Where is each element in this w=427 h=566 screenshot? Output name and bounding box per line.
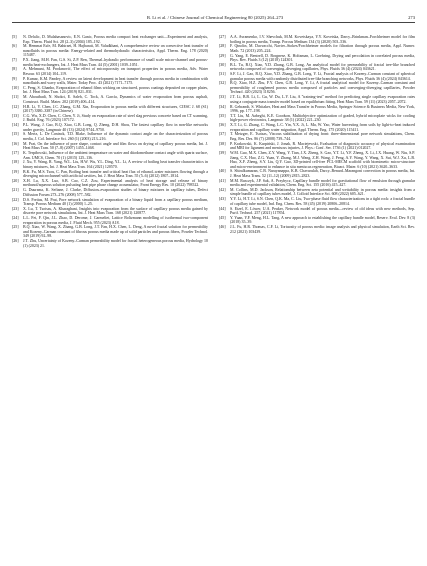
reference-text: K. Terpiłowski, Influence of the ambient temperature on water and diiodomethane contact angle with quartz surface, Ann. UMCS, Chem. 70 (1) (2015) 125–136. bbox=[23, 150, 208, 160]
reference-number: [19] bbox=[12, 168, 19, 174]
reference-text: P.X. Jiang, M.H. Fan, G.S. Si, Z.P. Ren, Thermal–hydraulic performance of small scale micro-channel and porous-media heat-exchangers, Int. J. Heat Mass Tran. 44 (5) (2001) 1039–1051. bbox=[23, 57, 208, 67]
reference-number: [32] bbox=[219, 80, 226, 86]
page-number: 273 bbox=[408, 15, 415, 20]
reference-text: P.L. Wang, J. Gao, B.Q. Xiao, G.B. Long, Q. Zheng, D.H. Shou, The fastest capillary flow in non-like networks under gravity, Langmuir 40 (13) (2024) 9744–9750. bbox=[23, 122, 208, 132]
reference-text: J.L. Fu, H.R. Thomas, C.F. Li, Tortuosity of porous media: image analysis and physical simulation, Earth Sci. Rev. 212 (2021) 103439. bbox=[230, 224, 415, 234]
reference-item bbox=[12, 188, 208, 197]
reference-text: B.L. Tu, B.Q. Xiao, Y.D. Zhang, G.B. Long, An analytical model for permeability of fractal tree-like branched networks composed of converging–diverging capillaries, Phys. Fluids 36 (4) (2024) 043621. bbox=[230, 61, 415, 72]
reference-number: [23] bbox=[12, 205, 19, 211]
reference-text: A. Mehmani, M. Prodanović, The effect of microporosity on transport properties in porous media, Adv. Water Resour. 63 (2014) 104–119. bbox=[23, 66, 208, 76]
reference-text: N. Delalic, D. Mulahasanovic, E.N. Ganic, Porous media compact heat exchanger unit—Experiment and analysis, Exp. Therm. Fluid Sci. 28 (2–3) (2004) 185–192. bbox=[23, 34, 208, 44]
reference-number: [21] bbox=[12, 187, 19, 193]
reference-text: J.T. Li, B.B. Li, L. Gu, W. Du, L.Y. Liu, A "training-test" method for predicting single capillary evaporation rates using a conjugate mass transfer model based on equilibrium fitting, Heat Mass Tran. 59 (11) (2023) 2057–2072. bbox=[230, 94, 415, 104]
reference-text: X.H. Lu, X.X. Luo, S.B. Cao, C.Z. Zou, Experimental analysis of heat storage and release of binary methanol/aqueous solution pulsating heat pipe phase change accumulator, Front Energy Res. 10 (2022) 798522. bbox=[23, 177, 208, 188]
header-rule bbox=[12, 22, 415, 23]
reference-text: M. Hemmat Esfe, M. Bahiraei, H. Hajbarati, M. Valadkhani, A comprehensive review on convective heat transfer of nanofluids in porous media: Energy-related and thermohydraulic characteristics, Appl. Therm. Eng. 178 (2020) 115487. bbox=[23, 43, 208, 58]
reference-text: B.Q. Xiao, H.Z. Zhu, F.Y. Chen, G.B. Long, Y. Li, A fractal analytical model for Kozeny–Carman constant and permeability of roughened porous media composed of particles and converging-diverging capillaries, Powder Technol. 420 (2023) 118256. bbox=[230, 80, 415, 95]
reference-text: M. Collins, M.D. Jackson, Relationship between zeta potential and wettability in porous media: insights from a simple bundle of capillary tubes model, J. Colloid Interface Sci. 608 (2022) 605–621. bbox=[230, 186, 415, 197]
reference-text: W.M. Guo, M.X. Chen, Z.Y. Wang, Y. Tian, J.X. Zheng, S. Gao, Y.T. Li, Y.F. Zheng, X. Li, J.X. Huang, W. Niu, S.P. Jiang, C.X. Hao, Z.G. Yuan, Y. Zhang, M.J. Wang, Z.H. Wang, J. Peng, A.Y. Wang, Y. Wang, X. Sui, W.J. Xu, L.B. Hao, X.F. Zheng, S.Y. Liu, Q.Y. Guo, 3D-printed cell-free PCL-MECM scaffold with biomimetic micro-structure and micro-environment to enhance in situ meniscus regeneration, Bioact. Mater. 6 (10) (2021) 3620–3633. bbox=[230, 150, 415, 169]
reference-item bbox=[12, 44, 208, 58]
reference-number: [13] bbox=[12, 112, 19, 118]
reference-text: S. Mertz, L. De Coninck, T.D. Blake, Influence of the dynamic contact angle on the characterization of porous media, J. Col. Interface Sci. 260 (1) (2003) 213–216. bbox=[23, 131, 208, 141]
reference-number: [44] bbox=[219, 205, 226, 211]
reference-text: H.R. Li, Y. Chen, J.C. Zhang, G.M. Xin, Evaporation in porous media with different structures, CIESC J. 68 (S1) (2017) 3380–3387 (in Chinese). bbox=[23, 103, 208, 114]
reference-number: [29] bbox=[219, 52, 226, 58]
reference-number: [26] bbox=[12, 238, 19, 244]
reference-number: [35] bbox=[219, 112, 226, 118]
reference-text: X. Lu, T. Tsotsas, A. Kharaghani, Insights into evaporation from the surface of capillary porous media gained by discrete pore network simulations, Int. J. Heat Mass Tran. 168 (2021) 120877. bbox=[23, 205, 208, 216]
reference-number: [40] bbox=[219, 168, 226, 174]
reference-item bbox=[12, 95, 208, 104]
reference-number: [6] bbox=[12, 43, 17, 49]
reference-text: J. Xu, Y. Wang, R. Yang, W.L. Liu, H.W. Wu, Y.L. Ding, Y.L. Li, A review of boiling heat transfer characteristics in binary mixtures, Int. J. Heat Mass Tran. 164 (2021) 120570. bbox=[23, 159, 208, 169]
reference-text: A.A. Avramenko, I.V. Shevchuk, M.M. Kovetskaya, Y.Y. Kovetska, Darcy–Brinkman–Forchheimer model for film boiling in porous media, Transp. Porous Medium 134 (3) (2020) 503–536. bbox=[230, 34, 415, 44]
reference-number: [28] bbox=[219, 43, 226, 49]
reference-item bbox=[219, 151, 415, 169]
references-columns bbox=[12, 35, 415, 249]
reference-text: M. Aboutbadi, N. Shokri, E. Saleh, C. Tock, A. García, Dynamics of water evaporation from porous asphalt, Construct. Build. Mater. 202 (2019) 406–414. bbox=[23, 94, 208, 104]
reference-number: [34] bbox=[219, 103, 226, 109]
reference-item bbox=[12, 160, 208, 169]
references-right-column bbox=[219, 35, 415, 249]
reference-text: G. Yang, E. Bentrell, D. Borgnese, K. Holtzman, L. Goehring, Drying and percolation in correlated porous media, Phys. Rev. Fluids 3 (12) (2018) 124301. bbox=[230, 52, 415, 63]
reference-text: Y. Yuan, Y.F. Meng, H.L. Tang, A new approach to establishing the capillary bundle model, Reserv. Eval. Dev. 8 (3) (2018) 35–39. bbox=[230, 214, 415, 225]
reference-text: B.Q. Xiao, W. Wang, X. Zhang, G.B. Long, J.T. Fan, H.X. Chen, L. Deng, A novel fractal solution for permeability and Kozeny–Carman constant of fibrous porous media made up of solid particles and porous fibers, Powder Technol. 349 (2019) 92–98. bbox=[23, 224, 208, 239]
reference-number: [9] bbox=[12, 75, 17, 81]
reference-number: [36] bbox=[219, 122, 226, 128]
running-header bbox=[12, 10, 415, 20]
reference-number: [39] bbox=[219, 150, 226, 156]
reference-text: P. Krakowski, K. Karpiński, J. Jonak, R. Maciejewski, Evaluation of diagnostic accuracy of physical examination and MRI for ligament and meniscus injuries, J. Phys.: Conf. Ser. 1736 (1) (2021) 012027. bbox=[230, 140, 415, 151]
reference-number: [5] bbox=[12, 34, 17, 39]
reference-number: [20] bbox=[12, 177, 19, 183]
reference-number: [16] bbox=[12, 140, 19, 146]
reference-number: [8] bbox=[12, 66, 17, 72]
reference-number: [30] bbox=[219, 61, 226, 67]
reference-text: M. Prat, On the influence of pore shape, contact angle and film flows on drying of capillary porous media, Int. J. Heat Mass Tran. 50 (7–8) (2007) 1455–1468. bbox=[23, 140, 208, 151]
references-left-column bbox=[12, 35, 208, 249]
reference-number: [45] bbox=[219, 214, 226, 220]
reference-number: [46] bbox=[219, 224, 226, 230]
reference-text: B.K. Fu, M.S. Tsou, C. Pan, Boiling heat transfer and critical heat flux of ethanol–water mixtures flowing through a diverging microchannel with artificial cavities, Int. J. Heat Mass Tran. 55 (5–6) (2012) 1807–1814. bbox=[23, 168, 208, 179]
reference-text: C.G. Wu, X.D. Chen, C. Chen, Y. Ji, Study on evaporation rate of steel slag pervious concrete based on CT scanning, J. Build. Eng. 76 (2023) 107172. bbox=[23, 112, 208, 123]
reference-text: S. Etzel, E. Löwer, U.A. Peuker, Network model of porous media—review of old ideas with new methods, Sep. Purif. Technol. 257 (2021) 117854. bbox=[230, 205, 415, 216]
reference-number: [37] bbox=[219, 131, 226, 137]
reference-item bbox=[219, 225, 415, 234]
reference-number: [14] bbox=[12, 122, 19, 128]
reference-text: X.T. Li, G. Zhang, C. Wang, L.C. Yin, Y.X. Ji, L. Ma, W. Yao, Water harvesting from soils by light-to-heat induced evaporation and capillary water migration, Appl. Therm. Eng. 175 (2020) 115411. bbox=[230, 122, 415, 132]
reference-number: [24] bbox=[12, 215, 19, 221]
reference-number: [38] bbox=[219, 140, 226, 146]
reference-number: [43] bbox=[219, 196, 226, 202]
reference-number: [41] bbox=[219, 177, 226, 183]
reference-text: T. Metzger, E. Tsotsas, Viscous stabilization of drying front: three-dimensional pore network simulations, Chem. Eng. Res. Des. 86 (7) (2008) 739–744. bbox=[230, 131, 415, 141]
reference-item bbox=[219, 81, 415, 95]
reference-text: C. Peng, S. Ghanbo, Evaporation of ethanol films wicking on structured, porous coatings deposited on copper plates, Int. J. Heat Mass Tran. 124 (2019) 821–831. bbox=[23, 84, 208, 95]
reference-number: [17] bbox=[12, 150, 19, 156]
reference-number: [22] bbox=[12, 196, 19, 202]
reference-number: [11] bbox=[12, 94, 19, 100]
reference-number: [7] bbox=[12, 57, 17, 63]
reference-text: M.M. Rusczyk, J.P. Sak, A. Przybycz, Capillary bundle model for gravitational flow of emulsion through granular media and experimental validation, Chem. Eng. Sci. 155 (2016) 415–427. bbox=[230, 177, 415, 188]
reference-item bbox=[12, 239, 208, 248]
reference-item bbox=[219, 169, 415, 178]
journal-citation: B. Li et al. / Chinese Journal of Chemical Engineering 80 (2025) 264–273 bbox=[146, 15, 284, 20]
reference-number: [18] bbox=[12, 159, 19, 165]
reference-text: Y.Y. Li, H.T. Li, S.N. Chen, Q.K. Ma, C. Liu, Two-phase fluid flow characterizations in a tight rock: a fractal bundle of capillary tube model, Ind. Eng. Chem. Res. 58 (45) (2019) 20806–20814. bbox=[230, 196, 415, 206]
reference-text: R. Gebrandt, S. Whitaker, Heat and Mass Transfer in Porous Media, Springer Science & Business Media, New York, 1996, pp. 177–198. bbox=[230, 103, 415, 114]
reference-text: S. Shiralkumaran, C.B. Narayanappa, K.B. Chavarulah, Darcy–Benard–Marangoni convection in porous media, Int. J. Heat Mass Trans. 52 (11–12) (2009) 2815–2823. bbox=[230, 168, 415, 178]
reference-item bbox=[219, 44, 415, 53]
reference-item bbox=[219, 197, 415, 206]
reference-item bbox=[219, 95, 415, 104]
reference-text: S.F. Li, J. Gao, B.Q. Xiao, Y.D. Zhang, G.B. Long, Y. Li, Fractal analysis of Kozeny–Carman constant of spherical granular porous media with randomly distributed tree-like branching networks, Phys. Fluids 36 (4) (2024) 043614. bbox=[230, 71, 415, 81]
reference-text: F. Qinolin, M. Dacvacchi, Navier–Stokes/Forchheimer models for filtration through porous media, Appl. Numer. Math. 72 (2013) 205–224. bbox=[230, 43, 415, 53]
reference-number: [42] bbox=[219, 186, 226, 192]
reference-text: L.L. Fei, F. Qin, J.L. Zhao, D. Derome, J. Carmeliet, Lattice Boltzmann modelling of isothermal two-component evaporation in porous media, J. Fluid Mech. 955 (2023) A18. bbox=[23, 215, 208, 225]
reference-number: [12] bbox=[12, 103, 19, 109]
reference-number: [15] bbox=[12, 131, 19, 137]
reference-number: [27] bbox=[219, 34, 226, 39]
reference-text: D.S. Freitas, M. Prat, Pore network simulation of evaporation of a binary liquid from a capillary porous medium, Transp. Porous Medium 40 (1) (2000) 1–25. bbox=[23, 196, 208, 207]
reference-number: [25] bbox=[12, 224, 19, 230]
reference-text: T.T. Liu, M. Aabeghi, K.E. Goodson, Multiobjective optimization of graded, hybrid microplate wicks for cooling high-power electronics, Langmuir 38 (1) (2022) 221–230. bbox=[230, 112, 415, 123]
reference-number: [33] bbox=[219, 94, 226, 100]
reference-item bbox=[12, 225, 208, 239]
reference-number: [31] bbox=[219, 71, 226, 77]
reference-text: G. Duursma, K. Sefiane, J. Clarke, Diffusion–evaporation studies of binary mixtures in capillary tubes, Defect Diffusion Forum 273–276 (2008) 577–582. bbox=[23, 187, 208, 197]
reference-text: J.T. Zhu, Uncertainty of Kozeny–Carman permeability model for fractal heterogeneous porous media, Hydrology 10 (1) (2023) 21. bbox=[23, 238, 208, 248]
reference-number: [10] bbox=[12, 84, 19, 90]
reference-text: P. Kumar, K.M. Pandey, A review on latent development in heat transfer through porous media in combination with nanofluids and wavy walls, Mater. Today Proc. 43 (2021) 7171–7175. bbox=[23, 75, 208, 86]
